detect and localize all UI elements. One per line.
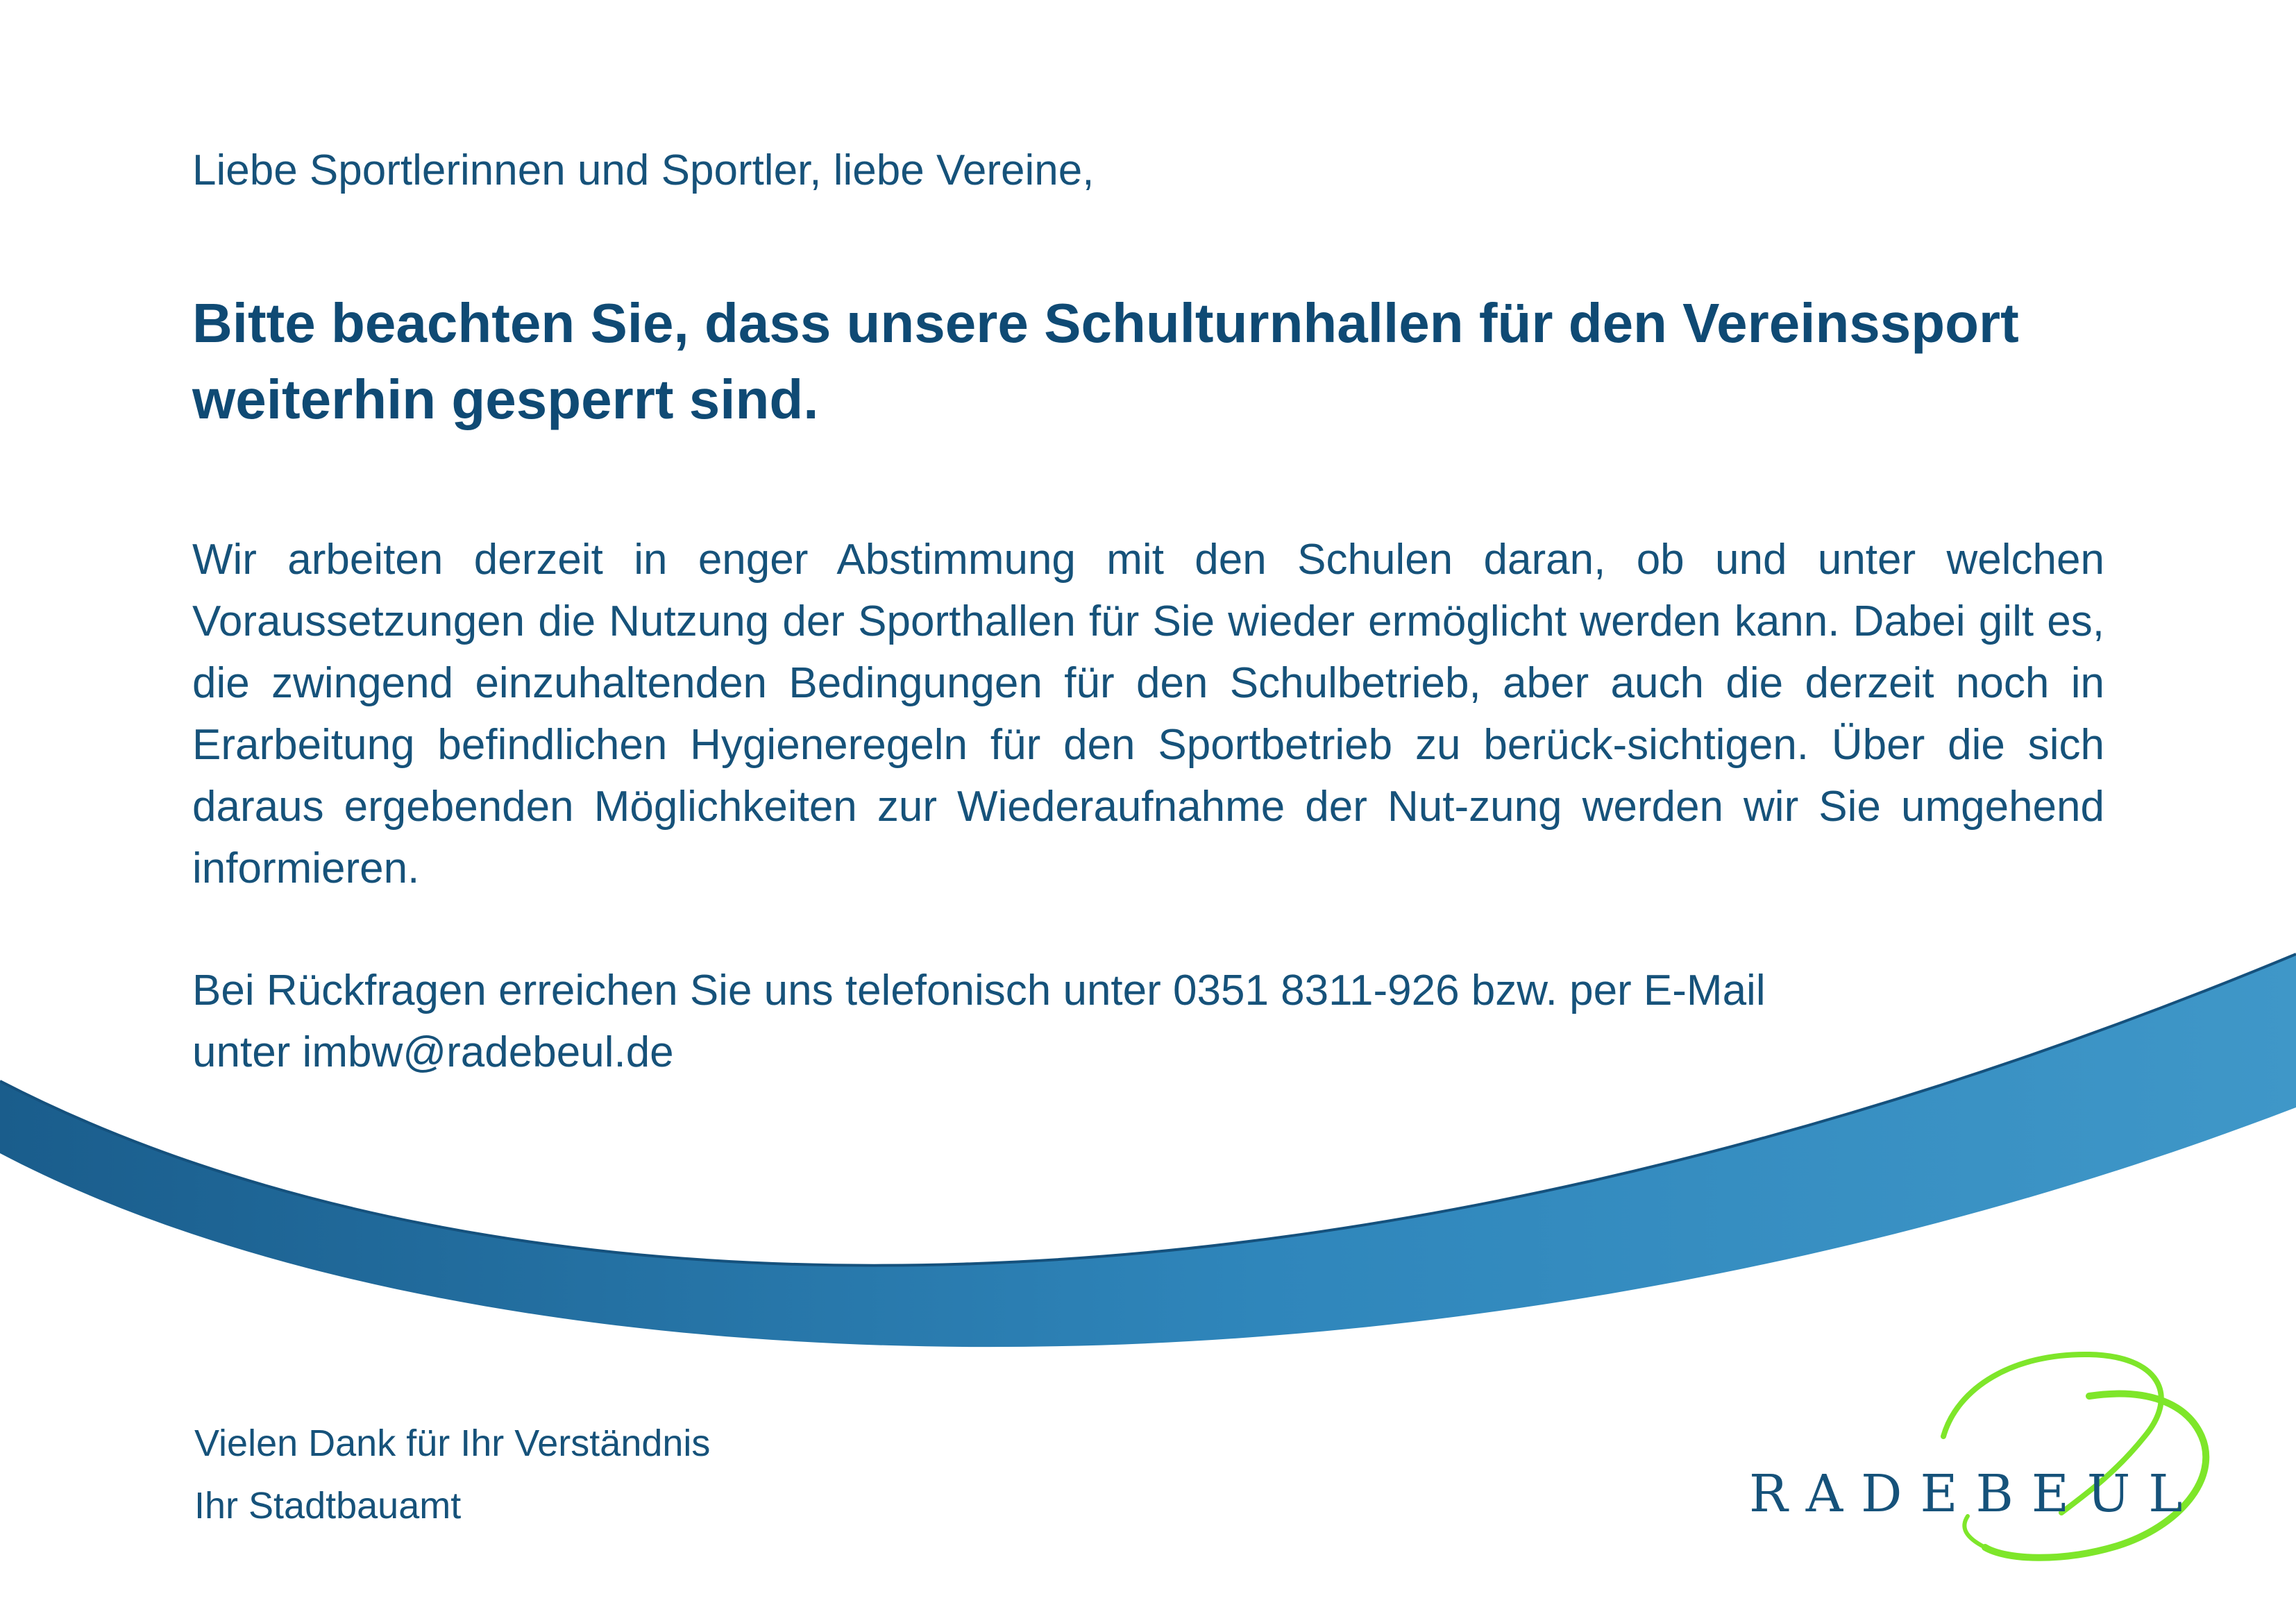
contact-paragraph [192, 960, 2108, 1083]
headline: Bitte beachten Sie, dass unsere Schulturnhallen für den Vereinssport weiterhin gesperrt sind. [192, 292, 2019, 430]
closing-text: Vielen Dank für Ihr Verständnis [194, 1422, 711, 1464]
radebeul-logo [1728, 1339, 2228, 1568]
logo-wordmark: RADEBEUL [1749, 1464, 2201, 1524]
salutation: Liebe Sportlerinnen und Sportler, liebe Vereine, [192, 146, 1095, 194]
contact-line-email: unter imbw@radebeul.de [192, 1028, 674, 1076]
closing-block [194, 1412, 710, 1537]
green-ellipse-swirl-icon [1728, 1339, 2228, 1568]
signature-text: Ihr Stadtbauamt [194, 1485, 462, 1527]
body-paragraph: Wir arbeiten derzeit in enger Abstimmung mit den Schulen daran, ob und unter welchen Voraussetzungen die Nutzung der Sporthallen für Sie wieder ermöglicht werden kann. Dabei gilt es, die zwingend einzuhaltenden Bedingungen für den Schulbetrieb, aber auch die derzeit noch in Erarbeitung befindlichen Hygieneregeln für den Sportbetrieb zu berück-sichtigen. Über die sich daraus ergebenden Möglichkeiten zur Wiederaufnahme der Nut-zung werden wir Sie umgehend informieren. [192, 536, 2104, 892]
contact-line-phone: Bei Rückfragen erreichen Sie uns telefonisch unter 0351 8311-926 bzw. per E-Mail [192, 967, 1766, 1014]
